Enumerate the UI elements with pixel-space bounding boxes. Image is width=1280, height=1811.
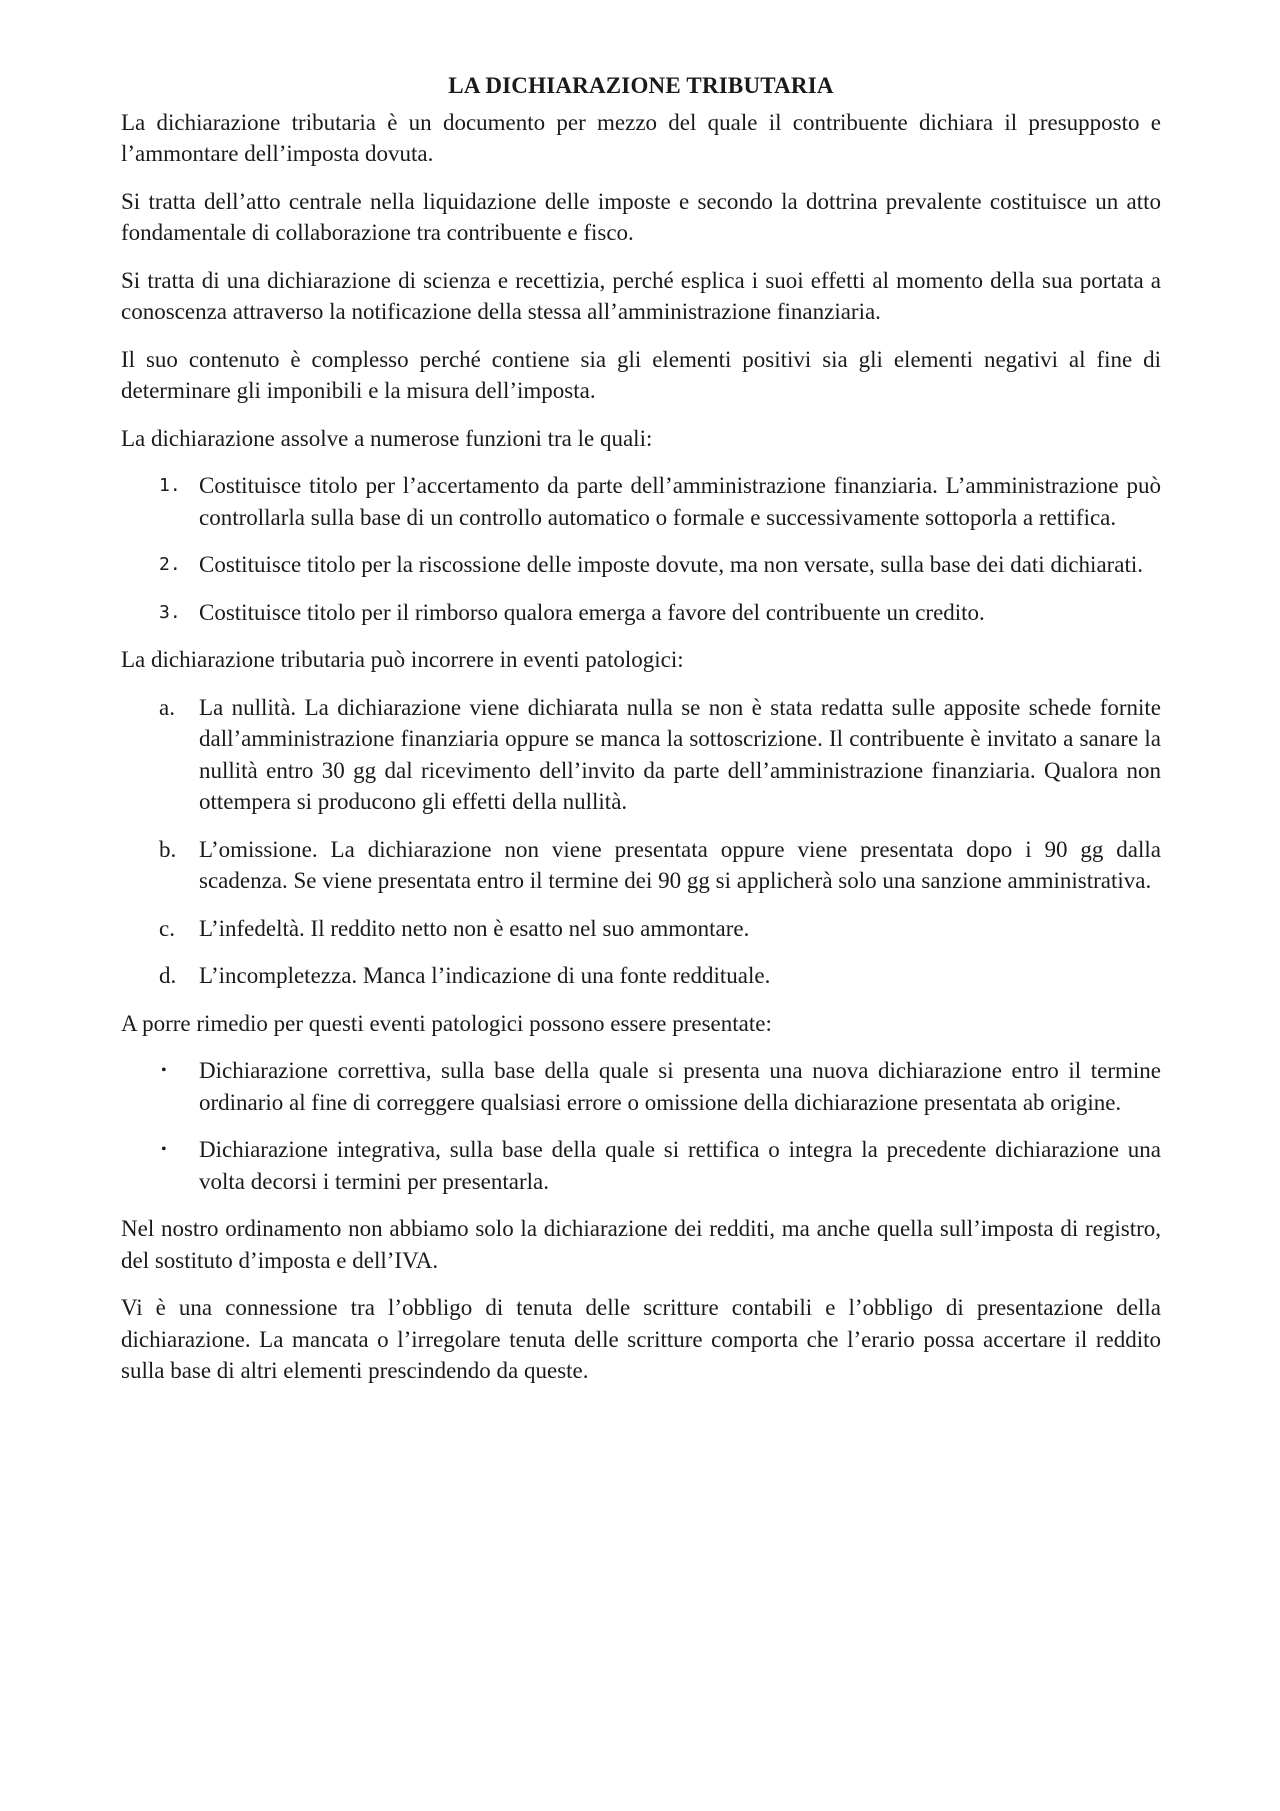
list-item [121, 913, 1161, 945]
list-item [121, 834, 1161, 897]
list-marker: b. [159, 836, 177, 862]
bullet-icon: • [161, 1141, 167, 1158]
list-item [121, 470, 1161, 533]
bullet-icon: • [161, 1062, 167, 1079]
list-item-text: L’infedeltà. Il reddito netto non è esatto nel suo ammontare. [199, 915, 750, 941]
list-item-text: Dichiarazione integrativa, sulla base della quale si rettifica o integra la precedente dichiarazione una volta decorsi i termini per presentarla. [199, 1137, 1161, 1194]
remedies-list [121, 1055, 1161, 1197]
list-item [121, 1055, 1161, 1118]
paragraph-remedies-intro: A porre rimedio per questi eventi patologici possono essere presentate: [121, 1010, 772, 1036]
list-item-text: La nullità. La dichiarazione viene dichiarata nulla se non è stata redatta sulle apposite schede fornite dall’amministrazione finanziaria oppure se manca la sottoscrizione. Il contribuente è invitato a sanare la nullità entro 30 gg dal ricevimento dell’invito da parte dell’amministrazione finanziaria. Qualora non ottempera si producono gli effetti della nullità. [199, 694, 1161, 814]
list-item-text: Dichiarazione correttiva, sulla base della quale si presenta una nuova dichiarazione entro il termine ordinario al fine di correggere qualsiasi errore o omissione della dichiarazione presentata ab origine. [199, 1058, 1161, 1115]
list-item [121, 549, 1161, 581]
list-item-text: Costituisce titolo per il rimborso qualora emerga a favore del contribuente un credito. [199, 599, 985, 625]
document-page [121, 70, 1161, 1403]
paragraph-definition: La dichiarazione tributaria è un documento per mezzo del quale il contribuente dichiara il presupposto e l’ammontare dell’imposta dovuta. [121, 109, 1161, 166]
functions-list [121, 470, 1161, 628]
paragraph-accounting-connection: Vi è una connessione tra l’obbligo di tenuta delle scritture contabili e l’obbligo di presentazione della dichiarazione. La mancata o l’irregolare tenuta delle scritture comporta che l’erario possa accertare il reddito sulla base di altri elementi prescindendo da queste. [121, 1295, 1161, 1383]
list-item-text: L’omissione. La dichiarazione non viene presentata oppure viene presentata dopo i 90 gg dalla scadenza. Se viene presentata entro il termine dei 90 gg si applicherà solo una sanzione amministrativa. [199, 836, 1161, 893]
paragraph-functions-intro: La dichiarazione assolve a numerose funzioni tra le quali: [121, 425, 653, 451]
list-item-text: L’incompletezza. Manca l’indicazione di una fonte reddituale. [199, 963, 771, 988]
paragraph-other-declarations: Nel nostro ordinamento non abbiamo solo la dichiarazione dei redditi, ma anche quella sull’imposta di registro, del sostituto d’imposta e dell’IVA. [121, 1216, 1161, 1273]
list-marker: a. [159, 694, 175, 720]
list-marker: 2. [159, 554, 181, 575]
list-item-text: Costituisce titolo per la riscossione delle imposte dovute, ma non versate, sulla base dei dati dichiarati. [199, 552, 1144, 577]
document-title: LA DICHIARAZIONE TRIBUTARIA [448, 73, 834, 98]
paragraph-nature: Si tratta di una dichiarazione di scienza e recettizia, perché esplica i suoi effetti al momento della sua portata a conoscenza attraverso la notificazione della stessa all’amministrazione finanziaria. [121, 267, 1161, 324]
list-marker: d. [159, 963, 177, 988]
list-item [121, 1134, 1161, 1197]
list-item [121, 692, 1161, 818]
list-marker: 3. [159, 601, 181, 623]
pathologies-list [121, 692, 1161, 992]
list-item-text: Costituisce titolo per l’accertamento da parte dell’amministrazione finanziaria. L’amministrazione può controllarla sulla base di un controllo automatico o formale e successivamente sottoporla a rettifica. [199, 473, 1161, 530]
paragraph-pathologies-intro: La dichiarazione tributaria può incorrere in eventi patologici: [121, 647, 684, 672]
list-item [121, 960, 1161, 992]
list-marker: c. [159, 915, 175, 941]
paragraph-central-act: Si tratta dell’atto centrale nella liquidazione delle imposte e secondo la dottrina prevalente costituisce un atto fondamentale di collaborazione tra contribuente e fisco. [121, 188, 1161, 245]
paragraph-content: Il suo contenuto è complesso perché contiene sia gli elementi positivi sia gli elementi negativi al fine di determinare gli imponibili e la misura dell’imposta. [121, 346, 1161, 403]
list-item [121, 597, 1161, 629]
list-marker: 1. [159, 475, 181, 496]
